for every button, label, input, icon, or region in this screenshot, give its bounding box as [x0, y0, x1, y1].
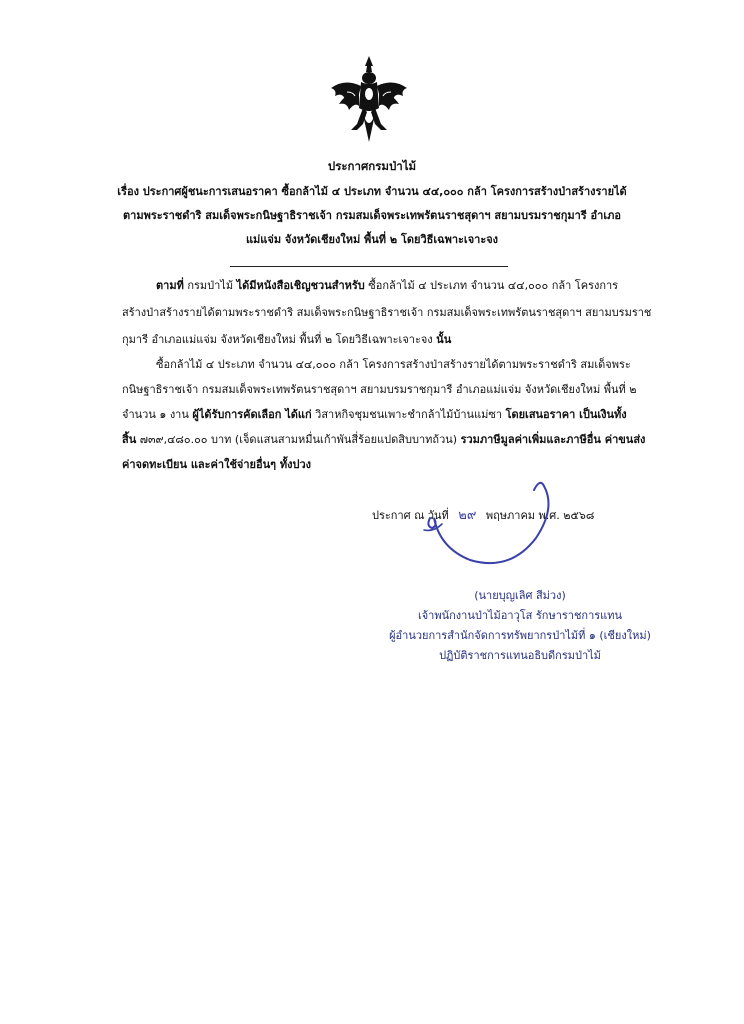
signer-title-1: เจ้าพนักงานป่าไม้อาวุโส รักษาราชการแทน	[417, 609, 623, 622]
subject-heading	[80, 180, 664, 252]
p2-line3-text-b: วิสาหกิจชุมชนเพาะชำกล้าไม้บ้านแม่ซา	[311, 408, 506, 421]
garuda-emblem-icon	[327, 52, 411, 148]
signer-title-3: ปฏิบัติราชการแทนอธิบดีกรมป่าไม้	[439, 649, 601, 662]
subject-line-2: ตามพระราชดำริ สมเด็จพระกนิษฐาธิราชเจ้า กรมสมเด็จพระเทพรัตนราชสุดาฯ สยามบรมราชกุมารี อำเภอ	[123, 209, 621, 222]
subject-line-1: เรื่อง ประกาศผู้ชนะการเสนอราคา ซื้อกล้าไม้ ๔ ประเภท จำนวน ๔๔,๐๐๐ กล้า โครงการสร้างป่าสร้างรายได้	[117, 185, 627, 198]
p2-line4-bold-1: สิ้น	[122, 433, 137, 446]
p1-line3-bold: นั้น	[436, 333, 452, 346]
p1-line3-text: กุมารี อำเภอแม่แจ่ม จังหวัดเชียงใหม่ พื้นที่ ๒ โดยวิธีเฉพาะเจาะจง	[122, 333, 437, 346]
p1-lead: ตามที่	[156, 279, 184, 292]
signer-name: (นายบุญเลิศ สีม่วง)	[474, 589, 566, 602]
subject-line-3: แม่แจ่ม จังหวัดเชียงใหม่ พื้นที่ ๒ โดยวิธีเฉพาะเจาะจง	[245, 233, 499, 246]
p2-line3-text-a: จำนวน ๑ งาน	[122, 408, 193, 421]
paragraph-1-line-2: สร้างป่าสร้างรายได้ตามพระราชดำริ สมเด็จพระกนิษฐาธิราชเจ้า กรมสมเด็จพระเทพรัตนราชสุดาฯ สยามบรมราช	[122, 306, 652, 319]
agency-title: ประกาศกรมป่าไม้	[327, 159, 417, 173]
p1-text-b: ซื้อกล้าไม้ ๔ ประเภท จำนวน ๔๔,๐๐๐ กล้า โครงการ	[364, 279, 619, 292]
paragraph-2-line-1: ซื้อกล้าไม้ ๔ ประเภท จำนวน ๔๔,๐๐๐ กล้า โครงการสร้างป่าสร้างรายได้ตามพระราชดำริ สมเด็จพระ	[156, 358, 631, 371]
paragraph-2-line-5: ค่าจดทะเบียน และค่าใช้จ่ายอื่นๆ ทั้งปวง	[122, 458, 312, 471]
signer-title-2: ผู้อำนวยการสำนักจัดการทรัพยากรป่าไม้ที่ ๑ (เชียงใหม่)	[389, 629, 651, 642]
p1-text-a: กรมป่าไม้	[183, 279, 237, 292]
date-day-handwritten: ๒๙	[458, 508, 477, 523]
p2-line4-bold-2: รวมภาษีมูลค่าเพิ่มและภาษีอื่น ค่าขนส่ง	[460, 433, 646, 446]
p2-line3-bold-2: โดยเสนอราคา เป็นเงินทั้ง	[505, 408, 627, 421]
paragraph-1-line-1	[156, 276, 618, 296]
p2-line4-text: ๗๓๙,๔๘๐.๐๐ บาท (เจ็ดแสนสามหมื่นเก้าพันสี่ร้อยแปดสิบบาทถ้วน)	[136, 433, 461, 446]
date-rest: พฤษภาคม พ.ศ. ๒๕๖๘	[485, 509, 595, 522]
date-prefix: ประกาศ ณ วันที่	[372, 509, 449, 522]
handwritten-signature-icon	[420, 468, 560, 588]
paragraph-2-line-3	[122, 405, 627, 425]
paragraph-2-line-4	[122, 430, 645, 450]
heading-divider	[230, 266, 508, 267]
paragraph-2-line-2: กนิษฐาธิราชเจ้า กรมสมเด็จพระเทพรัตนราชสุดาฯ สยามบรมราชกุมารี อำเภอแม่แจ่ม จังหวัดเชียงใหม่ พื้นที่ ๒	[122, 383, 637, 396]
p2-line3-bold-1: ผู้ได้รับการคัดเลือก ได้แก่	[192, 408, 312, 421]
paragraph-1-line-3	[122, 330, 451, 350]
p1-bold: ได้มีหนังสือเชิญชวนสำหรับ	[236, 279, 365, 292]
